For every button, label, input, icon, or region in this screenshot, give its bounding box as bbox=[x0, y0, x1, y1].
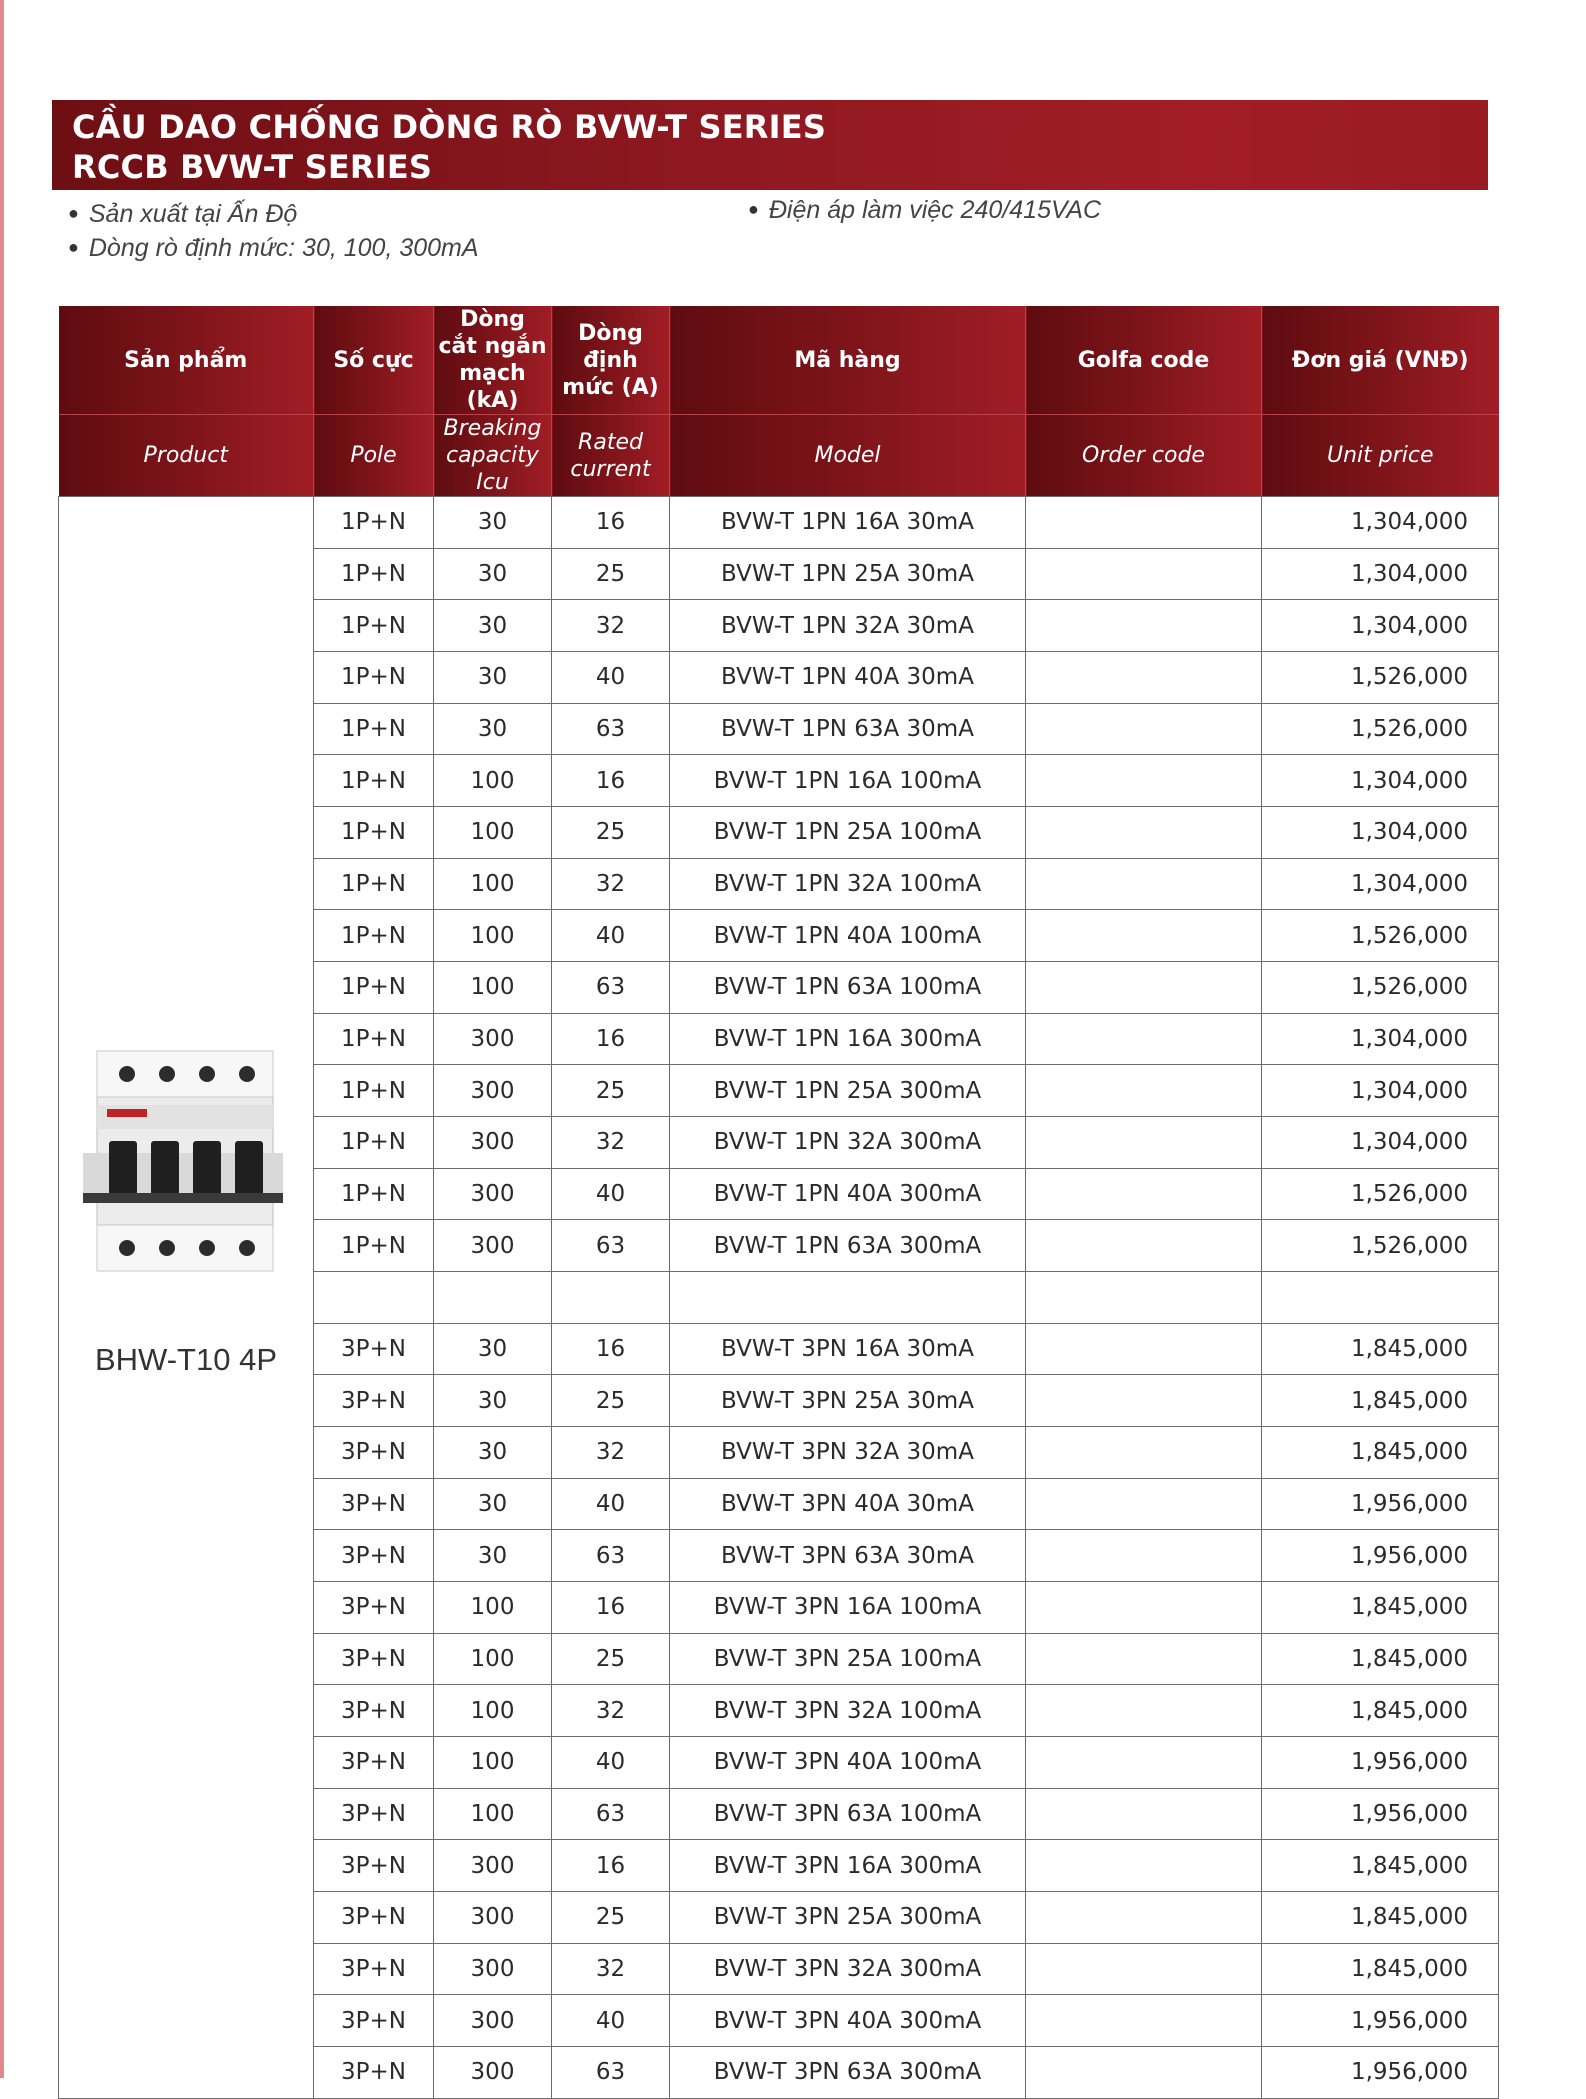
table-body bbox=[59, 497, 1499, 2099]
cell-icu: 30 bbox=[434, 1530, 552, 1582]
cell-rated: 40 bbox=[552, 910, 670, 962]
header-cell-en: Unit price bbox=[1262, 415, 1499, 497]
header-row-vn bbox=[59, 306, 1499, 415]
page-edge-mark bbox=[0, 0, 4, 2078]
price-table bbox=[58, 306, 1499, 2099]
cell-rated: 32 bbox=[552, 1685, 670, 1737]
cell-price: 1,845,000 bbox=[1262, 1582, 1499, 1634]
cell-price: 1,304,000 bbox=[1262, 1117, 1499, 1169]
cell-price: 1,845,000 bbox=[1262, 1375, 1499, 1427]
cell-pole: 1P+N bbox=[314, 1168, 434, 1220]
cell-code bbox=[1026, 1633, 1262, 1685]
cell-rated: 16 bbox=[552, 1323, 670, 1375]
cell-price: 1,845,000 bbox=[1262, 1840, 1499, 1892]
cell-code bbox=[1026, 1788, 1262, 1840]
cell-rated: 63 bbox=[552, 703, 670, 755]
cell-code bbox=[1026, 1478, 1262, 1530]
cell-pole: 1P+N bbox=[314, 962, 434, 1014]
cell-pole: 1P+N bbox=[314, 858, 434, 910]
cell-model: BVW-T 3PN 40A 300mA bbox=[670, 1995, 1026, 2047]
cell-pole: 1P+N bbox=[314, 1220, 434, 1272]
cell-code bbox=[1026, 1065, 1262, 1117]
cell-pole: 3P+N bbox=[314, 1375, 434, 1427]
cell-model: BVW-T 1PN 16A 100mA bbox=[670, 755, 1026, 807]
cell-code bbox=[1026, 1323, 1262, 1375]
cell-pole: 1P+N bbox=[314, 1013, 434, 1065]
cell-rated: 63 bbox=[552, 962, 670, 1014]
cell-model: BVW-T 3PN 16A 300mA bbox=[670, 1840, 1026, 1892]
cell-pole: 3P+N bbox=[314, 1478, 434, 1530]
cell-code bbox=[1026, 755, 1262, 807]
cell-model: BVW-T 1PN 40A 100mA bbox=[670, 910, 1026, 962]
cell-price: 1,304,000 bbox=[1262, 497, 1499, 549]
cell-pole: 3P+N bbox=[314, 1685, 434, 1737]
cell-price: 1,956,000 bbox=[1262, 1530, 1499, 1582]
cell-icu: 100 bbox=[434, 1737, 552, 1789]
header-cell-vn: Số cực bbox=[314, 306, 434, 415]
cell-code bbox=[1026, 548, 1262, 600]
cell-pole: 3P+N bbox=[314, 1943, 434, 1995]
cell-pole: 3P+N bbox=[314, 1995, 434, 2047]
cell-model: BVW-T 1PN 32A 300mA bbox=[670, 1117, 1026, 1169]
header-cell-vn: Mã hàng bbox=[670, 306, 1026, 415]
cell-code bbox=[1026, 1168, 1262, 1220]
cell-rated: 25 bbox=[552, 548, 670, 600]
cell-model: BVW-T 3PN 40A 100mA bbox=[670, 1737, 1026, 1789]
cell-icu: 30 bbox=[434, 1478, 552, 1530]
cell-pole bbox=[314, 1272, 434, 1324]
header-cell-vn: Đơn giá (VNĐ) bbox=[1262, 306, 1499, 415]
cell-code bbox=[1026, 1220, 1262, 1272]
cell-model: BVW-T 1PN 32A 100mA bbox=[670, 858, 1026, 910]
cell-model: BVW-T 1PN 16A 30mA bbox=[670, 497, 1026, 549]
cell-icu: 30 bbox=[434, 600, 552, 652]
bullet-icon: ● bbox=[68, 203, 79, 223]
cell-code bbox=[1026, 1995, 1262, 2047]
header-cell-en: Pole bbox=[314, 415, 434, 497]
cell-code bbox=[1026, 962, 1262, 1014]
rccb-device-illustration bbox=[79, 1045, 287, 1277]
cell-model: BVW-T 3PN 16A 30mA bbox=[670, 1323, 1026, 1375]
cell-code bbox=[1026, 1892, 1262, 1944]
cell-price: 1,956,000 bbox=[1262, 1737, 1499, 1789]
cell-model: BVW-T 3PN 25A 100mA bbox=[670, 1633, 1026, 1685]
cell-code bbox=[1026, 1375, 1262, 1427]
header-cell-vn: Dòng định mức (A) bbox=[552, 306, 670, 415]
title-band bbox=[52, 100, 1488, 190]
cell-pole: 3P+N bbox=[314, 1633, 434, 1685]
cell-price: 1,526,000 bbox=[1262, 910, 1499, 962]
cell-pole: 3P+N bbox=[314, 1892, 434, 1944]
cell-model: BVW-T 3PN 63A 300mA bbox=[670, 2047, 1026, 2099]
cell-model: BVW-T 3PN 32A 100mA bbox=[670, 1685, 1026, 1737]
cell-icu: 30 bbox=[434, 1427, 552, 1479]
cell-code bbox=[1026, 910, 1262, 962]
cell-model: BVW-T 3PN 25A 30mA bbox=[670, 1375, 1026, 1427]
cell-model: BVW-T 1PN 25A 30mA bbox=[670, 548, 1026, 600]
cell-model: BVW-T 3PN 32A 30mA bbox=[670, 1427, 1026, 1479]
cell-rated: 16 bbox=[552, 1582, 670, 1634]
cell-icu: 100 bbox=[434, 1685, 552, 1737]
cell-model: BVW-T 1PN 40A 30mA bbox=[670, 652, 1026, 704]
cell-icu: 30 bbox=[434, 652, 552, 704]
cell-price: 1,956,000 bbox=[1262, 1995, 1499, 2047]
cell-rated: 32 bbox=[552, 858, 670, 910]
cell-pole: 3P+N bbox=[314, 1323, 434, 1375]
cell-price: 1,526,000 bbox=[1262, 1220, 1499, 1272]
cell-pole: 3P+N bbox=[314, 1840, 434, 1892]
cell-icu: 100 bbox=[434, 1633, 552, 1685]
cell-price: 1,304,000 bbox=[1262, 600, 1499, 652]
cell-rated: 32 bbox=[552, 600, 670, 652]
cell-rated: 16 bbox=[552, 1840, 670, 1892]
cell-rated: 32 bbox=[552, 1117, 670, 1169]
cell-rated: 25 bbox=[552, 807, 670, 859]
cell-rated: 25 bbox=[552, 1892, 670, 1944]
cell-icu: 100 bbox=[434, 807, 552, 859]
cell-model: BVW-T 3PN 63A 100mA bbox=[670, 1788, 1026, 1840]
cell-icu bbox=[434, 1272, 552, 1324]
cell-price: 1,526,000 bbox=[1262, 1168, 1499, 1220]
cell-icu: 30 bbox=[434, 1375, 552, 1427]
cell-icu: 100 bbox=[434, 755, 552, 807]
cell-icu: 300 bbox=[434, 1013, 552, 1065]
cell-icu: 100 bbox=[434, 858, 552, 910]
feature-leakage bbox=[68, 234, 479, 263]
cell-rated: 63 bbox=[552, 1220, 670, 1272]
cell-icu: 300 bbox=[434, 1943, 552, 1995]
cell-model: BVW-T 1PN 32A 30mA bbox=[670, 600, 1026, 652]
cell-code bbox=[1026, 1840, 1262, 1892]
cell-icu: 30 bbox=[434, 703, 552, 755]
cell-rated: 32 bbox=[552, 1427, 670, 1479]
cell-icu: 100 bbox=[434, 1582, 552, 1634]
cell-model: BVW-T 1PN 63A 100mA bbox=[670, 962, 1026, 1014]
bullet-icon: ● bbox=[68, 237, 79, 257]
table-header bbox=[59, 306, 1499, 497]
header-cell-vn: Sản phẩm bbox=[59, 306, 314, 415]
cell-price: 1,304,000 bbox=[1262, 858, 1499, 910]
feature-text: Sản xuất tại Ấn Độ bbox=[88, 200, 298, 228]
header-row-en bbox=[59, 415, 1499, 497]
cell-price: 1,956,000 bbox=[1262, 2047, 1499, 2099]
cell-price: 1,845,000 bbox=[1262, 1685, 1499, 1737]
cell-pole: 1P+N bbox=[314, 703, 434, 755]
cell-code bbox=[1026, 497, 1262, 549]
header-cell-vn: Golfa code bbox=[1026, 306, 1262, 415]
feature-voltage bbox=[748, 196, 1101, 225]
cell-rated: 16 bbox=[552, 497, 670, 549]
cell-rated: 16 bbox=[552, 1013, 670, 1065]
cell-pole: 1P+N bbox=[314, 548, 434, 600]
cell-icu: 30 bbox=[434, 497, 552, 549]
header-cell-en: Order code bbox=[1026, 415, 1262, 497]
cell-code bbox=[1026, 1013, 1262, 1065]
cell-rated bbox=[552, 1272, 670, 1324]
cell-icu: 100 bbox=[434, 910, 552, 962]
header-cell-en: Product bbox=[59, 415, 314, 497]
cell-price: 1,526,000 bbox=[1262, 962, 1499, 1014]
feature-list bbox=[68, 196, 1468, 276]
cell-model: BVW-T 1PN 25A 300mA bbox=[670, 1065, 1026, 1117]
cell-code bbox=[1026, 807, 1262, 859]
cell-price: 1,845,000 bbox=[1262, 1323, 1499, 1375]
cell-pole: 1P+N bbox=[314, 807, 434, 859]
cell-pole: 1P+N bbox=[314, 497, 434, 549]
cell-icu: 300 bbox=[434, 1840, 552, 1892]
cell-rated: 25 bbox=[552, 1375, 670, 1427]
cell-price: 1,304,000 bbox=[1262, 1013, 1499, 1065]
cell-pole: 3P+N bbox=[314, 1427, 434, 1479]
cell-code bbox=[1026, 703, 1262, 755]
cell-icu: 300 bbox=[434, 1995, 552, 2047]
cell-code bbox=[1026, 600, 1262, 652]
cell-code bbox=[1026, 1427, 1262, 1479]
cell-code bbox=[1026, 1530, 1262, 1582]
cell-code bbox=[1026, 858, 1262, 910]
cell-pole: 3P+N bbox=[314, 2047, 434, 2099]
cell-icu: 300 bbox=[434, 1892, 552, 1944]
cell-pole: 1P+N bbox=[314, 1065, 434, 1117]
feature-made-in bbox=[68, 200, 297, 229]
cell-price: 1,526,000 bbox=[1262, 703, 1499, 755]
cell-code bbox=[1026, 2047, 1262, 2099]
cell-price: 1,845,000 bbox=[1262, 1892, 1499, 1944]
cell-icu: 30 bbox=[434, 548, 552, 600]
cell-price: 1,845,000 bbox=[1262, 1943, 1499, 1995]
cell-price: 1,845,000 bbox=[1262, 1633, 1499, 1685]
cell-price: 1,304,000 bbox=[1262, 807, 1499, 859]
cell-code bbox=[1026, 1582, 1262, 1634]
cell-model: BVW-T 1PN 16A 300mA bbox=[670, 1013, 1026, 1065]
cell-model: BVW-T 1PN 25A 100mA bbox=[670, 807, 1026, 859]
cell-model: BVW-T 1PN 63A 30mA bbox=[670, 703, 1026, 755]
title-en: RCCB BVW-T SERIES bbox=[72, 148, 433, 186]
cell-code bbox=[1026, 1943, 1262, 1995]
cell-rated: 16 bbox=[552, 755, 670, 807]
product-cell bbox=[59, 497, 314, 2099]
cell-price: 1,956,000 bbox=[1262, 1478, 1499, 1530]
cell-rated: 63 bbox=[552, 2047, 670, 2099]
cell-pole: 1P+N bbox=[314, 652, 434, 704]
cell-icu: 300 bbox=[434, 2047, 552, 2099]
cell-model: BVW-T 3PN 63A 30mA bbox=[670, 1530, 1026, 1582]
title-vn: CẦU DAO CHỐNG DÒNG RÒ BVW-T SERIES bbox=[72, 108, 827, 146]
feature-text: Dòng rò định mức: 30, 100, 300mA bbox=[88, 234, 479, 262]
cell-model: BVW-T 1PN 40A 300mA bbox=[670, 1168, 1026, 1220]
cell-rated: 32 bbox=[552, 1943, 670, 1995]
cell-icu: 300 bbox=[434, 1220, 552, 1272]
cell-model: BVW-T 3PN 25A 300mA bbox=[670, 1892, 1026, 1944]
cell-code bbox=[1026, 1117, 1262, 1169]
cell-pole: 3P+N bbox=[314, 1530, 434, 1582]
cell-icu: 300 bbox=[434, 1065, 552, 1117]
cell-model bbox=[670, 1272, 1026, 1324]
cell-icu: 300 bbox=[434, 1117, 552, 1169]
header-cell-en: Rated current bbox=[552, 415, 670, 497]
table-row bbox=[59, 497, 1499, 549]
cell-rated: 25 bbox=[552, 1633, 670, 1685]
cell-model: BVW-T 3PN 16A 100mA bbox=[670, 1582, 1026, 1634]
cell-price: 1,526,000 bbox=[1262, 652, 1499, 704]
cell-rated: 25 bbox=[552, 1065, 670, 1117]
cell-rated: 40 bbox=[552, 1168, 670, 1220]
cell-price: 1,304,000 bbox=[1262, 1065, 1499, 1117]
cell-price: 1,956,000 bbox=[1262, 1788, 1499, 1840]
cell-code bbox=[1026, 1737, 1262, 1789]
cell-pole: 1P+N bbox=[314, 910, 434, 962]
cell-price bbox=[1262, 1272, 1499, 1324]
cell-rated: 40 bbox=[552, 1737, 670, 1789]
cell-pole: 1P+N bbox=[314, 1117, 434, 1169]
header-cell-vn: Dòng cắt ngắn mạch (kA) bbox=[434, 306, 552, 415]
cell-pole: 1P+N bbox=[314, 600, 434, 652]
cell-rated: 40 bbox=[552, 1995, 670, 2047]
cell-icu: 100 bbox=[434, 962, 552, 1014]
cell-rated: 40 bbox=[552, 1478, 670, 1530]
cell-pole: 3P+N bbox=[314, 1788, 434, 1840]
cell-rated: 63 bbox=[552, 1530, 670, 1582]
cell-code bbox=[1026, 1272, 1262, 1324]
cell-model: BVW-T 3PN 40A 30mA bbox=[670, 1478, 1026, 1530]
header-cell-en: Model bbox=[670, 415, 1026, 497]
bullet-icon: ● bbox=[748, 199, 759, 219]
cell-code bbox=[1026, 652, 1262, 704]
cell-price: 1,304,000 bbox=[1262, 548, 1499, 600]
cell-pole: 1P+N bbox=[314, 755, 434, 807]
header-cell-en: Breaking capacity Icu bbox=[434, 415, 552, 497]
cell-rated: 40 bbox=[552, 652, 670, 704]
cell-pole: 3P+N bbox=[314, 1582, 434, 1634]
cell-rated: 63 bbox=[552, 1788, 670, 1840]
cell-icu: 100 bbox=[434, 1788, 552, 1840]
product-name: BHW-T10 4P bbox=[94, 1342, 278, 1377]
cell-code bbox=[1026, 1685, 1262, 1737]
cell-pole: 3P+N bbox=[314, 1737, 434, 1789]
cell-price: 1,845,000 bbox=[1262, 1427, 1499, 1479]
cell-icu: 30 bbox=[434, 1323, 552, 1375]
cell-price: 1,304,000 bbox=[1262, 755, 1499, 807]
cell-model: BVW-T 3PN 32A 300mA bbox=[670, 1943, 1026, 1995]
feature-text: Điện áp làm việc 240/415VAC bbox=[768, 196, 1102, 224]
cell-icu: 300 bbox=[434, 1168, 552, 1220]
cell-model: BVW-T 1PN 63A 300mA bbox=[670, 1220, 1026, 1272]
